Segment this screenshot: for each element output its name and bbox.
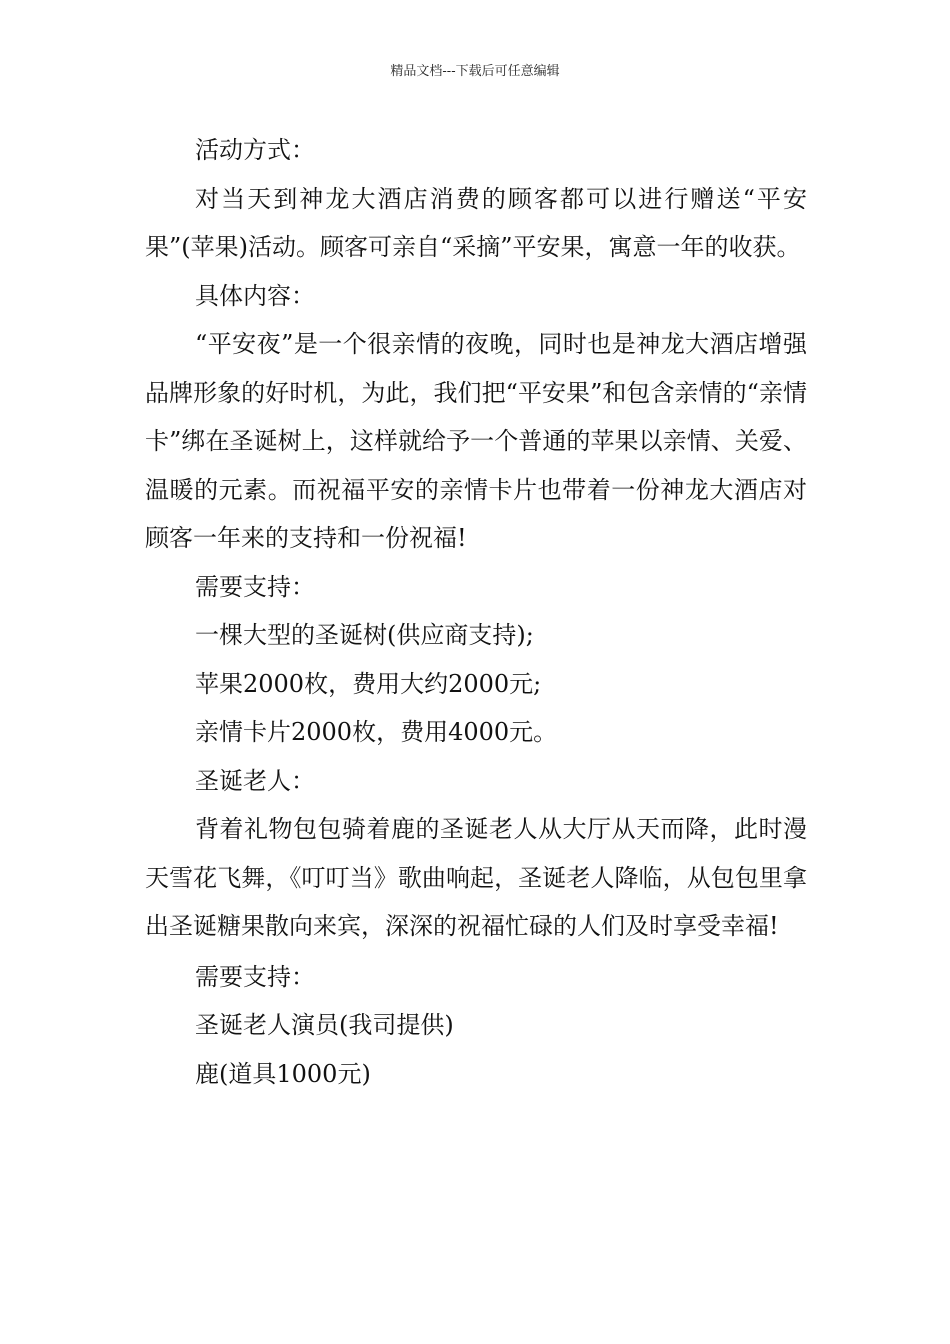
- section-heading-santa: 圣诞老人：: [195, 766, 315, 795]
- list-item-deer-prop: 鹿(道具1000元): [195, 1059, 371, 1088]
- section-heading-support-needed: 需要支持：: [195, 572, 315, 601]
- list-item-christmas-tree: 一棵大型的圣诞树(供应商支持);: [195, 621, 534, 649]
- section-heading-support-needed-2: 需要支持：: [195, 962, 315, 991]
- list-item-cards: 亲情卡片2000枚，费用4000元。: [195, 718, 558, 746]
- page-header: 精品文档---下载后可任意编辑: [390, 64, 560, 79]
- paragraph-activity-method: 对当天到神龙大酒店消费的顾客都可以进行赠送“平安果”(苹果)活动。顾客可亲自“采摘”平安果，寓意一年的收获。: [145, 184, 807, 261]
- section-heading-specific-content: 具体内容：: [195, 281, 315, 310]
- paragraph-santa: 背着礼物包包骑着鹿的圣诞老人从大厅从天而降，此时漫天雪花飞舞，《叮叮当》歌曲响起，圣诞老人降临，从包包里拿出圣诞糖果散向来宾，深深的祝福忙碌的人们及时享受幸福!: [145, 815, 807, 940]
- document-body: [145, 126, 807, 1098]
- list-item-apples: 苹果2000枚，费用大约2000元;: [195, 669, 542, 698]
- list-item-santa-actor: 圣诞老人演员(我司提供): [195, 1011, 454, 1039]
- section-heading-activity-method: 活动方式：: [195, 136, 315, 164]
- paragraph-specific-content: “平安夜”是一个很亲情的夜晚，同时也是神龙大酒店增强品牌形象的好时机，为此，我们把“平安果”和包含亲情的“亲情卡”绑在圣诞树上，这样就给予一个普通的苹果以亲情、关爱、温暖的元素。而祝福平安的亲情卡片也带着一份神龙大酒店对顾客一年来的支持和一份祝福!: [145, 330, 807, 552]
